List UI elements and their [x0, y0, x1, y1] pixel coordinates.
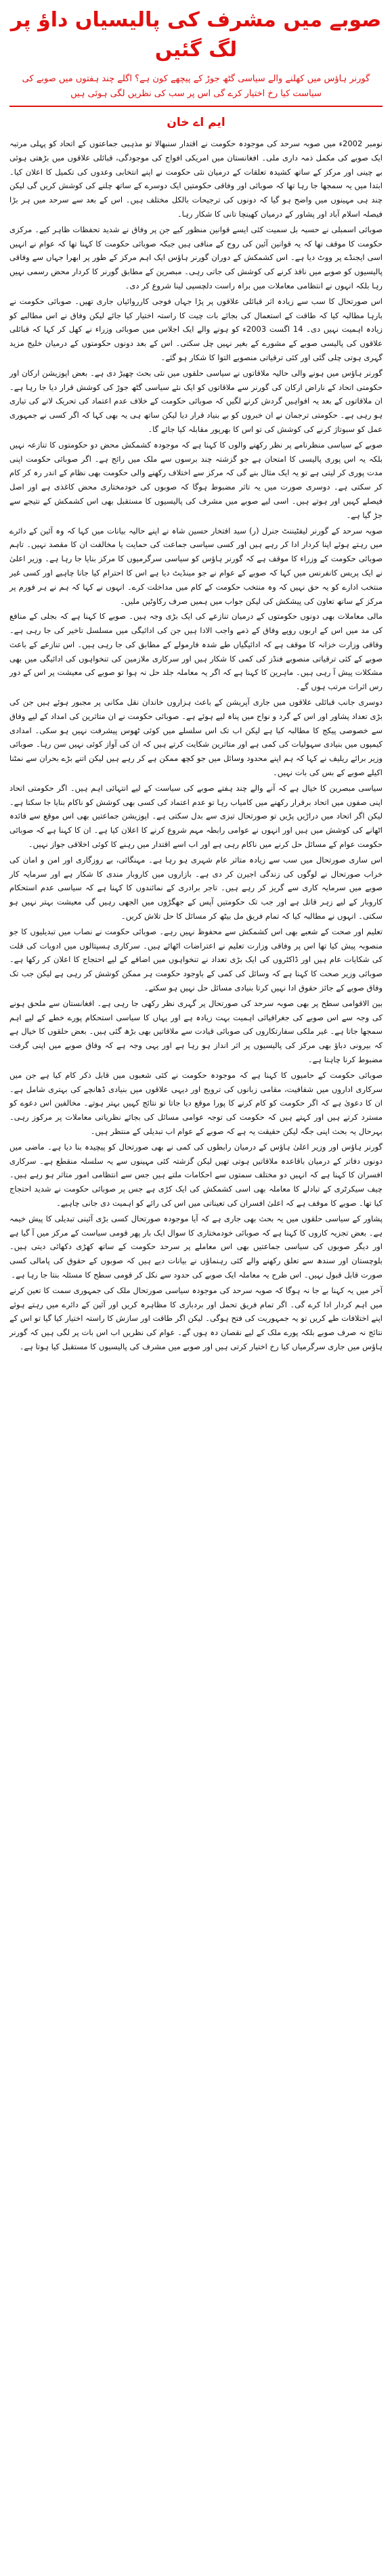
byline: ایم اے خان — [167, 116, 225, 129]
article-paragraph: دوسری جانب قبائلی علاقوں میں جاری آپریشن کے باعث ہزاروں خاندان نقل مکانی پر مجبور ہوئے ہیں جن کی بڑی تعداد پشاور اور اس کے گرد و نواح میں پناہ لیے ہوئے ہے۔ صوبائی حکومت نے ان متاثرین کی امداد کے لیے وفاق سے خصوصی پیکج کا مطالبہ کیا ہے لیکن اب تک اس سلسلے میں کوئی ٹھوس پیشرفت نہیں ہو سکی۔ امدادی کیمپوں میں بنیادی سہولیات کی کمی ہے اور متاثرین شکایت کرتے ہیں کہ ان کی آواز کوئی نہیں سن رہا۔ صوبائی وزیر برائے ریلیف نے کہا کہ ہم اپنے محدود وسائل میں جو کچھ ممکن ہے کر رہے ہیں لیکن اتنے بڑے بحران سے نمٹنا اکیلے صوبے کے بس کی بات نہیں۔ — [9, 697, 383, 778]
article-paragraph: مالی معاملات بھی دونوں حکومتوں کے درمیان تنازعے کی ایک بڑی وجہ ہیں۔ صوبے کا کہنا ہے کہ بجلی کے منافع کی مد میں اس کے اربوں روپے وفاق کے ذمے واجب الادا ہیں جن کی ادائیگی میں مسلسل تاخیر کی جا رہی ہے۔ وفاقی وزارت خزانہ کا موقف ہے کہ ادائیگیاں طے شدہ فارمولے کے مطابق کی جا رہی ہیں۔ اس تنازعے کے باعث صوبے کے کئی ترقیاتی منصوبے فنڈز کی کمی کا شکار ہیں اور سرکاری ملازمین کی تنخواہوں کی ادائیگی میں بھی مشکلات پیش آ رہی ہیں۔ ماہرین کا کہنا ہے کہ اگر یہ معاملہ جلد حل نہ ہوا تو صوبے کی معیشت پر اس کے دور رس اثرات مرتب ہوں گے۔ — [9, 611, 383, 692]
subheading: گورنر ہاؤس میں کھلنے والے سیاسی گٹھ جوڑ کے پیچھے کون ہے؟ اگلے چند ہفتوں میں صوبے کی سیاست کیا رخ اختیار کرے گی اس پر سب کی نظریں لگی ہوئی ہیں — [22, 74, 370, 99]
article-body — [9, 137, 383, 1354]
headline: صوبے میں مشرف کی پالیسیاں داؤ پر لگ گئیں — [10, 8, 382, 62]
article-paragraph: نومبر 2002ء میں صوبہ سرحد کی موجودہ حکومت نے اقتدار سنبھالا تو مذہبی جماعتوں کے اتحاد کو پہلی مرتبہ ایک صوبے کی مکمل ذمہ داری ملی۔ افغانستان میں امریکی افواج کی موجودگی، قبائلی علاقوں میں بڑھتی ہوئی بے چینی اور مرکز کے ساتھ کشیدہ تعلقات کے درمیان نئی حکومت نے اپنے انتخابی وعدوں کی تکمیل کا اعلان کیا۔ ابتدا میں یہ سمجھا جا رہا تھا کہ صوبائی اور وفاقی حکومتیں ایک دوسرے کے ساتھ چلنے کی کوشش کریں گی لیکن چند ہی مہینوں میں واضح ہو گیا کہ دونوں کی ترجیحات بالکل مختلف ہیں۔ اس کے بعد سے سرحد میں ہر بڑا فیصلہ اسلام آباد اور پشاور کے درمیان کھینچا تانی کا شکار رہا۔ — [9, 139, 383, 219]
article-paragraph: اس صورتحال کا سب سے زیادہ اثر قبائلی علاقوں پر پڑا جہاں فوجی کارروائیاں جاری تھیں۔ صوبائی حکومت نے بارہا مطالبہ کیا کہ طاقت کے استعمال کی بجائے بات چیت کا راستہ اختیار کیا جائے لیکن وفاق نے اس مطالبے کو زیادہ اہمیت نہیں دی۔ 14 اگست 2003ء کو ہونے والے ایک اجلاس میں صوبائی وزراء نے کھل کر کہا کہ قبائلی علاقوں کی پالیسی صوبے کے مشورے کے بغیر نہیں چل سکتی۔ اس کے بعد دونوں حکومتوں کے درمیان خلیج مزید گہری ہوتی چلی گئی اور کئی ترقیاتی منصوبے التوا کا شکار ہو گئے۔ — [9, 296, 383, 362]
article-paragraph: سیاسی مبصرین کا خیال ہے کہ آنے والے چند ہفتے صوبے کی سیاست کے لیے انتہائی اہم ہیں۔ اگر حکومتی اتحاد اپنی صفوں میں اتحاد برقرار رکھنے میں کامیاب رہا تو عدم اعتماد کی کسی بھی کوشش کو ناکام بنایا جا سکتا ہے۔ لیکن اگر اتحاد میں دراڑیں پڑیں تو صورتحال تیزی سے بدل سکتی ہے۔ اپوزیشن جماعتیں بھی اس موقع سے فائدہ اٹھانے کی کوشش میں ہیں اور انہوں نے عوامی رابطہ مہم شروع کرنے کا اعلان کیا ہے۔ ان کا کہنا ہے کہ صوبائی حکومت عوام کے مسائل حل کرنے میں ناکام رہی ہے اور اب اسے اقتدار میں رہنے کا کوئی اخلاقی جواز نہیں۔ — [9, 783, 383, 850]
article-paragraph: گورنر ہاؤس میں ہونے والی حالیہ ملاقاتوں نے سیاسی حلقوں میں نئی بحث چھیڑ دی ہے۔ بعض اپوزیشن ارکان اور حکومتی اتحاد کے ناراض ارکان کی گورنر سے ملاقاتوں کو ایک نئے سیاسی گٹھ جوڑ کی کوشش قرار دیا جا رہا ہے۔ ان ملاقاتوں کے بعد یہ افواہیں گردش کرنے لگیں کہ صوبائی حکومت کے خلاف عدم اعتماد کی تحریک لانے کی تیاری ہو رہی ہے۔ حکومتی ترجمان نے ان خبروں کو بے بنیاد قرار دیا لیکن ساتھ ہی یہ بھی کہا کہ اگر کسی نے جمہوری عمل کو سبوتاژ کرنے کی کوشش کی تو اس کا بھرپور مقابلہ کیا جائے گا۔ — [9, 368, 383, 434]
article-paragraph: صوبے کے سیاسی منظرنامے پر نظر رکھنے والوں کا کہنا ہے کہ موجودہ کشمکش محض دو حکومتوں کا تنازعہ نہیں بلکہ یہ اس پوری پالیسی کا امتحان ہے جو گزشتہ چند برسوں سے ملک میں رائج ہے۔ اگر صوبائی حکومت اپنی مدت پوری کر لیتی ہے تو یہ ایک مثال بنے گی کہ مرکز سے اختلاف رکھنے والی حکومت بھی نظام کے اندر رہ کر کام کر سکتی ہے۔ دوسری صورت میں یہ تاثر مضبوط ہوگا کہ صوبوں کی خودمختاری محض کاغذی ہے اور اصل فیصلے کہیں اور ہوتے ہیں۔ اسی لیے صوبے میں مشرف کی پالیسیوں کا مستقبل بھی اس کشمکش کے نتیجے سے جڑ گیا ہے۔ — [9, 439, 383, 520]
article-paragraph: پشاور کے سیاسی حلقوں میں یہ بحث بھی جاری ہے کہ آیا موجودہ صورتحال کسی بڑی آئینی تبدیلی کا پیش خیمہ ہے۔ بعض تجزیہ کاروں کا کہنا ہے کہ صوبائی خودمختاری کا سوال ایک بار پھر قومی سیاست کے مرکز میں آ گیا ہے اور دیگر صوبوں کی سیاسی جماعتیں بھی اس معاملے پر سرحد حکومت کے ساتھ کھڑی دکھائی دیتی ہیں۔ بلوچستان اور سندھ سے تعلق رکھنے والے کئی رہنماؤں نے بیانات دیے ہیں کہ صوبوں کے حقوق کی پامالی کسی صورت قابل قبول نہیں۔ اس طرح یہ معاملہ ایک صوبے کی حدود سے نکل کر قومی سطح کا مسئلہ بنتا جا رہا ہے۔ — [9, 1213, 383, 1280]
article-paragraph: تعلیم اور صحت کے شعبے بھی اس کشمکش سے محفوظ نہیں رہے۔ صوبائی حکومت نے نصاب میں تبدیلیوں کا جو منصوبہ پیش کیا تھا اس پر وفاقی وزارت تعلیم نے اعتراضات اٹھائے ہیں۔ سرکاری ہسپتالوں میں ادویات کی قلت کی شکایات عام ہیں اور ڈاکٹروں کی ایک بڑی تعداد نے تنخواہوں میں اضافے کے لیے احتجاج کا اعلان کر رکھا ہے۔ صوبائی وزیر صحت کا کہنا ہے کہ وسائل کی کمی کے باوجود حکومت ہر ممکن کوشش کر رہی ہے لیکن جب تک وفاق صوبے کے جائز حقوق ادا نہیں کرتا بنیادی مسائل حل نہیں ہو سکتے۔ — [9, 926, 383, 993]
article-page — [0, 5, 392, 2576]
article-paragraph: صوبہ سرحد کے گورنر لیفٹیننٹ جنرل (ر) سید افتخار حسین شاہ نے اپنے حالیہ بیانات میں کہا کہ وہ آئین کے دائرے میں رہتے ہوئے اپنا کردار ادا کر رہے ہیں اور کسی سیاسی جماعت کی حمایت یا مخالفت ان کا مقصد نہیں۔ تاہم صوبائی حکومت کے وزراء کا موقف ہے کہ گورنر ہاؤس کو سیاسی سرگرمیوں کا مرکز بنایا جا رہا ہے۔ وزیر اعلیٰ نے ایک پریس کانفرنس میں کہا کہ صوبے کے عوام نے جو مینڈیٹ دیا ہے اس کا احترام کیا جانا چاہیے اور کسی غیر منتخب ادارے کو یہ حق نہیں کہ وہ منتخب حکومت کے کام میں مداخلت کرے۔ انہوں نے کہا کہ ہم نے ہر فورم پر مرکز کے ساتھ تعاون کی پیشکش کی لیکن جواب میں ہمیں صرف رکاوٹیں ملیں۔ — [9, 525, 383, 606]
divider-rule — [9, 106, 383, 107]
article-paragraph: صوبائی حکومت کے حامیوں کا کہنا ہے کہ موجودہ حکومت نے کئی شعبوں میں قابل ذکر کام کیا ہے جن میں سرکاری اداروں میں شفافیت، مقامی زبانوں کی ترویج اور دیہی علاقوں میں بنیادی ڈھانچے کی بہتری شامل ہے۔ ان کا دعویٰ ہے کہ اگر حکومت کو کام کرنے کا پورا موقع دیا جاتا تو نتائج کہیں بہتر ہوتے۔ مخالفین اس دعوے کو مسترد کرتے ہیں اور کہتے ہیں کہ حکومت کی توجہ عوامی مسائل کی بجائے نظریاتی معاملات پر مرکوز رہی۔ بہرحال یہ بحث اپنی جگہ لیکن حقیقت یہ ہے کہ صوبے کے عوام اب تبدیلی کے منتظر ہیں۔ — [9, 1070, 383, 1136]
article-paragraph: آخر میں یہ کہنا بے جا نہ ہوگا کہ صوبہ سرحد کی موجودہ سیاسی صورتحال ملک کی جمہوری سمت کا تعین کرنے میں اہم کردار ادا کرے گی۔ اگر تمام فریق تحمل اور بردباری کا مظاہرہ کریں اور آئین کے دائرے میں رہتے ہوئے اپنے اختلافات طے کریں تو یہ جمہوریت کی فتح ہوگی۔ لیکن اگر طاقت اور سازش کا راستہ اختیار کیا گیا تو اس کے نتائج نہ صرف صوبے بلکہ پورے ملک کے لیے نقصان دہ ہوں گے۔ عوام کی نظریں اب اس بات پر لگی ہیں کہ گورنر ہاؤس میں جاری سرگرمیاں کیا رخ اختیار کرتی ہیں اور صوبے میں مشرف کی پالیسیوں کا مستقبل کیا ہوتا ہے۔ — [9, 1285, 383, 1351]
article-paragraph: صوبائی اسمبلی نے حسبہ بل سمیت کئی ایسے قوانین منظور کیے جن پر وفاق نے شدید تحفظات ظاہر کیے۔ مرکزی حکومت کا موقف تھا کہ یہ قوانین آئین کی روح کے منافی ہیں جبکہ صوبائی حکومت کا کہنا تھا کہ عوام نے انہیں اسی ایجنڈے پر ووٹ دیا ہے۔ اس کشمکش کے دوران گورنر ہاؤس ایک اہم مرکز کے طور پر ابھرا جہاں سے وفاقی پالیسیوں کو صوبے میں نافذ کرنے کی کوشش کی جاتی رہی۔ مبصرین کے مطابق گورنر کا کردار محض رسمی نہیں رہا بلکہ انہوں نے انتظامی معاملات میں براہ راست دلچسپی لینا شروع کر دی۔ — [9, 224, 383, 290]
article-paragraph: اس ساری صورتحال میں سب سے زیادہ متاثر عام شہری ہو رہا ہے۔ مہنگائی، بے روزگاری اور امن و امان کی خراب صورتحال نے لوگوں کی زندگی اجیرن کر دی ہے۔ بازاروں میں کاروبار مندی کا شکار ہے اور سرمایہ کار صوبے میں سرمایہ کاری سے گریز کر رہے ہیں۔ تاجر برادری کے نمائندوں کا کہنا ہے کہ سیاسی عدم استحکام کاروبار کے لیے زہر قاتل ہے اور جب تک حکومتیں آپس کے جھگڑوں میں الجھی رہیں گی معیشت بہتر نہیں ہو سکتی۔ انہوں نے مطالبہ کیا کہ تمام فریق مل بیٹھ کر مسائل کا حل تلاش کریں۔ — [9, 854, 383, 921]
article-paragraph: گورنر ہاؤس اور وزیر اعلیٰ ہاؤس کے درمیان رابطوں کی کمی نے بھی صورتحال کو پیچیدہ بنا دیا ہے۔ ماضی میں دونوں دفاتر کے درمیان باقاعدہ ملاقاتیں ہوتی تھیں لیکن گزشتہ کئی مہینوں سے یہ سلسلہ منقطع ہے۔ سرکاری افسران کا کہنا ہے کہ انہیں دو مختلف سمتوں سے احکامات ملتے ہیں جس سے انتظامی امور متاثر ہو رہے ہیں۔ چیف سیکرٹری کے تبادلے کا معاملہ بھی اسی کشمکش کی ایک کڑی ہے جس پر صوبائی حکومت نے شدید احتجاج کیا تھا۔ صوبے کا موقف ہے کہ اعلیٰ افسران کی تعیناتی میں اس کی رائے کو اہمیت دی جانی چاہیے۔ — [9, 1141, 383, 1208]
article-paragraph: بین الاقوامی سطح پر بھی صوبہ سرحد کی صورتحال پر گہری نظر رکھی جا رہی ہے۔ افغانستان سے ملحق ہونے کی وجہ سے اس صوبے کی جغرافیائی اہمیت بہت زیادہ ہے اور یہاں کا سیاسی استحکام پورے خطے کے لیے اہم سمجھا جاتا ہے۔ غیر ملکی سفارتکاروں کی صوبائی قیادت سے ملاقاتیں بھی بڑھ گئی ہیں۔ بعض حلقوں کا خیال ہے کہ بیرونی دباؤ بھی مرکز کی پالیسیوں پر اثر انداز ہو رہا ہے اور یہی وجہ ہے کہ وفاق صوبے میں اپنی گرفت مضبوط کرنا چاہتا ہے۔ — [9, 998, 383, 1064]
